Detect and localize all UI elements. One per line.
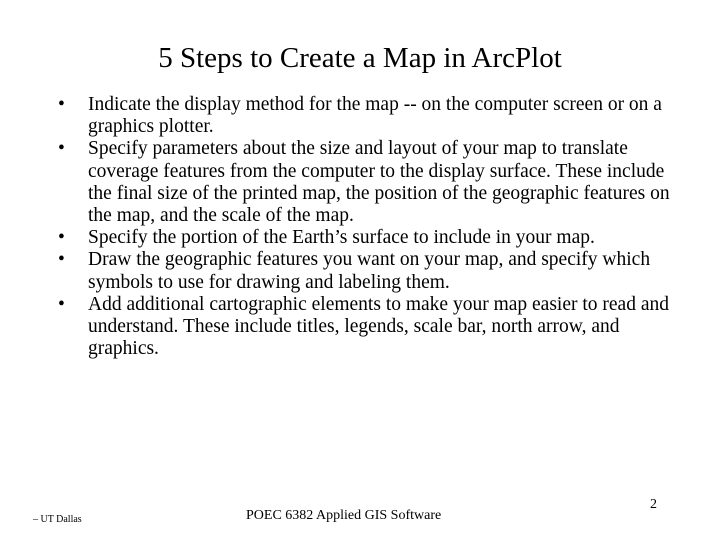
slide-title: 5 Steps to Create a Map in ArcPlot [158, 42, 562, 74]
bullet-icon: • [58, 227, 65, 249]
bullet-text: Specify parameters about the size and layout of your map to translate coverage features from the computer to the display surface. These include the final size of the printed map, the position of the geographic features on the map, and the scale of the map. [88, 138, 670, 227]
page-number: 2 [650, 497, 657, 512]
footer-course: POEC 6382 Applied GIS Software [246, 508, 442, 523]
bullet-icon: • [58, 94, 65, 115]
bullet-text: Add additional cartographic elements to make your map easier to read and understand. These include titles, legends, scale bar, north arrow, and graphics. [88, 293, 669, 360]
bullet-text: Indicate the display method for the map -- on the computer screen or on a graphics plotter. [88, 94, 662, 138]
bullet-text: Draw the geographic features you want on your map, and specify which symbols to use for drawing and labeling them. [88, 249, 651, 293]
bullet-item-draw-features [58, 249, 678, 293]
bullet-icon: • [58, 138, 65, 160]
bullet-item-cartographic-elements [58, 294, 678, 361]
bullet-item-earth-portion [58, 227, 678, 249]
bullet-list [58, 94, 678, 360]
bullet-icon: • [58, 293, 65, 315]
bullet-item-display-method [58, 94, 678, 138]
bullet-item-parameters [58, 138, 678, 227]
bullet-icon: • [58, 249, 65, 271]
footer-source: – UT Dallas [33, 514, 82, 525]
bullet-text: Specify the portion of the Earth’s surface to include in your map. [88, 227, 595, 249]
